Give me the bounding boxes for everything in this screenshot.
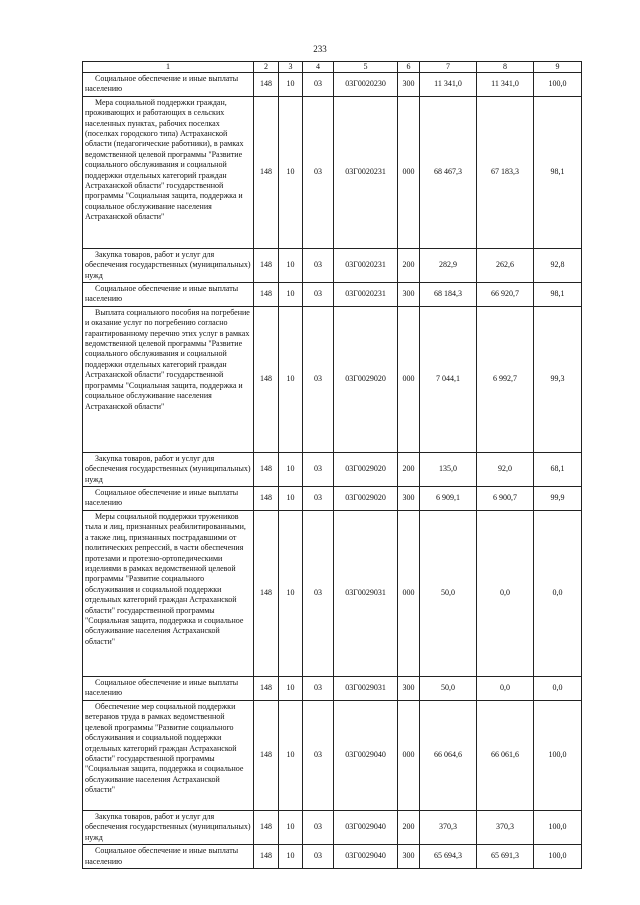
table-row [83, 452, 582, 486]
cell-planned: 282,9 [420, 248, 477, 282]
cell-planned: 7 044,1 [420, 306, 477, 452]
row-description-text: Мера социальной поддержки граждан, проживающих и работающих в сельских населенных пунктах, рабочих поселках (поселках городского типа) Астраханской области (педагогические работники), в рамках ведомственной целевой программы "Развитие социального обслуживания и социальной поддержки отдельных категорий граждан Астраханской области" государственной программы "Социальная защита, поддержка и социальное обслуживание населения Астраханской области" [85, 97, 244, 222]
header-cell: 4 [303, 62, 334, 73]
cell-actual: 0,0 [477, 510, 534, 676]
header-cell: 8 [477, 62, 534, 73]
cell-expense-type: 300 [398, 73, 420, 97]
cell-section: 10 [279, 700, 303, 810]
table-row [83, 845, 582, 869]
cell-percent: 99,9 [534, 487, 582, 511]
cell-expense-type: 200 [398, 452, 420, 486]
cell-percent: 100,0 [534, 73, 582, 97]
cell-target-article: 03Г0029031 [334, 676, 398, 700]
cell-section: 10 [279, 306, 303, 452]
table-row [83, 96, 582, 248]
row-description [83, 283, 254, 307]
cell-section: 10 [279, 487, 303, 511]
cell-ministry: 148 [254, 676, 279, 700]
cell-subsection: 03 [303, 248, 334, 282]
row-description [83, 810, 254, 844]
cell-expense-type: 300 [398, 845, 420, 869]
budget-table [82, 61, 582, 869]
row-description-text: Обеспечение мер социальной поддержки ветеранов труда в рамках ведомственной целевой программы "Развитие социального обслуживания и социальной поддержки отдельных категорий граждан Астраханской области" государственной программы "Социальная защита, поддержка и социальное обслуживание населения Астраханской области" [85, 701, 244, 795]
row-description [83, 96, 254, 248]
cell-subsection: 03 [303, 810, 334, 844]
header-cell: 5 [334, 62, 398, 73]
cell-actual: 370,3 [477, 810, 534, 844]
cell-section: 10 [279, 810, 303, 844]
cell-target-article: 03Г0029020 [334, 306, 398, 452]
cell-percent: 99,3 [534, 306, 582, 452]
cell-ministry: 148 [254, 810, 279, 844]
cell-actual: 11 341,0 [477, 73, 534, 97]
cell-percent: 100,0 [534, 810, 582, 844]
cell-expense-type: 200 [398, 810, 420, 844]
cell-subsection: 03 [303, 283, 334, 307]
cell-section: 10 [279, 96, 303, 248]
header-row [83, 62, 582, 73]
cell-planned: 370,3 [420, 810, 477, 844]
cell-planned: 68 184,3 [420, 283, 477, 307]
row-description [83, 676, 254, 700]
row-description-text: Социальное обеспечение и иные выплаты населению [85, 488, 239, 508]
cell-planned: 50,0 [420, 510, 477, 676]
cell-section: 10 [279, 510, 303, 676]
cell-percent: 68,1 [534, 452, 582, 486]
table-row [83, 73, 582, 97]
cell-subsection: 03 [303, 845, 334, 869]
cell-target-article: 03Г0029040 [334, 845, 398, 869]
cell-actual: 66 061,6 [477, 700, 534, 810]
row-description [83, 73, 254, 97]
cell-percent: 0,0 [534, 676, 582, 700]
cell-expense-type: 000 [398, 510, 420, 676]
cell-ministry: 148 [254, 700, 279, 810]
cell-section: 10 [279, 845, 303, 869]
row-description [83, 306, 254, 452]
cell-target-article: 03Г0029040 [334, 810, 398, 844]
row-description [83, 510, 254, 676]
header-cell: 9 [534, 62, 582, 73]
cell-expense-type: 000 [398, 306, 420, 452]
header-cell: 7 [420, 62, 477, 73]
cell-actual: 6 992,7 [477, 306, 534, 452]
cell-subsection: 03 [303, 452, 334, 486]
cell-section: 10 [279, 283, 303, 307]
cell-actual: 66 920,7 [477, 283, 534, 307]
cell-expense-type: 000 [398, 96, 420, 248]
cell-planned: 11 341,0 [420, 73, 477, 97]
cell-target-article: 03Г0020231 [334, 283, 398, 307]
row-description-text: Закупка товаров, работ и услуг для обеспечения государственных (муниципальных) нужд [85, 811, 251, 842]
cell-planned: 65 694,3 [420, 845, 477, 869]
cell-actual: 67 183,3 [477, 96, 534, 248]
cell-ministry: 148 [254, 73, 279, 97]
cell-percent: 98,1 [534, 283, 582, 307]
cell-target-article: 03Г0029020 [334, 487, 398, 511]
row-description-text: Меры социальной поддержки тружеников тыла и лиц, признанных реабилитированными, а также лиц, признанных пострадавшими от политических репрессий, в части обеспечения протезами и протезно-ортопедическими изделиями в рамках ведомственной целевой программы "Развитие социального обслуживания и социальной поддержки отдельных категорий граждан Астраханской области" государственной программы "Социальная защита, поддержка и социальное обслуживание населения Астраханской области" [85, 511, 246, 646]
row-description [83, 248, 254, 282]
cell-ministry: 148 [254, 845, 279, 869]
cell-subsection: 03 [303, 96, 334, 248]
cell-planned: 6 909,1 [420, 487, 477, 511]
cell-actual: 6 900,7 [477, 487, 534, 511]
cell-ministry: 148 [254, 487, 279, 511]
cell-target-article: 03Г0029031 [334, 510, 398, 676]
table-row [83, 810, 582, 844]
cell-percent: 98,1 [534, 96, 582, 248]
table-row [83, 676, 582, 700]
cell-ministry: 148 [254, 306, 279, 452]
cell-expense-type: 000 [398, 700, 420, 810]
cell-target-article: 03Г0020231 [334, 96, 398, 248]
cell-target-article: 03Г0029040 [334, 700, 398, 810]
cell-ministry: 148 [254, 452, 279, 486]
cell-planned: 50,0 [420, 676, 477, 700]
cell-section: 10 [279, 73, 303, 97]
row-description [83, 700, 254, 810]
cell-percent: 92,8 [534, 248, 582, 282]
cell-expense-type: 300 [398, 487, 420, 511]
cell-section: 10 [279, 452, 303, 486]
row-description-text: Социальное обеспечение и иные выплаты населению [85, 677, 239, 698]
row-description [83, 452, 254, 486]
cell-section: 10 [279, 248, 303, 282]
row-description-text: Выплата социального пособия на погребение и оказание услуг по погребению согласно гарантированному перечню этих услуг в рамках ведомственной целевой программы "Развитие социального обслуживания и социальной поддержки отдельных категорий граждан Астраханской области" государственной программы "Социальная защита, поддержка и социальное обслуживание населения Астраханской области" [85, 307, 250, 411]
cell-subsection: 03 [303, 73, 334, 97]
cell-subsection: 03 [303, 676, 334, 700]
cell-ministry: 148 [254, 510, 279, 676]
cell-planned: 66 064,6 [420, 700, 477, 810]
table-row [83, 248, 582, 282]
cell-percent: 100,0 [534, 700, 582, 810]
cell-actual: 0,0 [477, 676, 534, 700]
header-cell: 2 [254, 62, 279, 73]
cell-target-article: 03Г0020231 [334, 248, 398, 282]
header-cell: 1 [83, 62, 254, 73]
row-description-text: Социальное обеспечение и иные выплаты населению [85, 846, 239, 866]
cell-planned: 135,0 [420, 452, 477, 486]
table-row [83, 700, 582, 810]
table-row [83, 510, 582, 676]
row-description-text: Закупка товаров, работ и услуг для обеспечения государственных (муниципальных) нужд [85, 249, 251, 280]
cell-planned: 68 467,3 [420, 96, 477, 248]
cell-expense-type: 300 [398, 676, 420, 700]
cell-ministry: 148 [254, 96, 279, 248]
cell-percent: 100,0 [534, 845, 582, 869]
cell-section: 10 [279, 676, 303, 700]
cell-target-article: 03Г0029020 [334, 452, 398, 486]
cell-actual: 92,0 [477, 452, 534, 486]
row-description-text: Социальное обеспечение и иные выплаты населению [85, 284, 239, 304]
row-description [83, 845, 254, 869]
cell-actual: 65 691,3 [477, 845, 534, 869]
table-row [83, 306, 582, 452]
cell-ministry: 148 [254, 248, 279, 282]
row-description-text: Закупка товаров, работ и услуг для обеспечения государственных (муниципальных) нужд [85, 453, 251, 484]
cell-subsection: 03 [303, 487, 334, 511]
table-row [83, 487, 582, 511]
header-cell: 6 [398, 62, 420, 73]
cell-ministry: 148 [254, 283, 279, 307]
cell-subsection: 03 [303, 306, 334, 452]
cell-expense-type: 200 [398, 248, 420, 282]
cell-actual: 262,6 [477, 248, 534, 282]
cell-percent: 0,0 [534, 510, 582, 676]
header-cell: 3 [279, 62, 303, 73]
table-row [83, 283, 582, 307]
row-description [83, 487, 254, 511]
page-number: 233 [313, 44, 327, 54]
cell-subsection: 03 [303, 700, 334, 810]
cell-target-article: 03Г0020230 [334, 73, 398, 97]
row-description-text: Социальное обеспечение и иные выплаты населению [85, 74, 239, 94]
cell-subsection: 03 [303, 510, 334, 676]
cell-expense-type: 300 [398, 283, 420, 307]
